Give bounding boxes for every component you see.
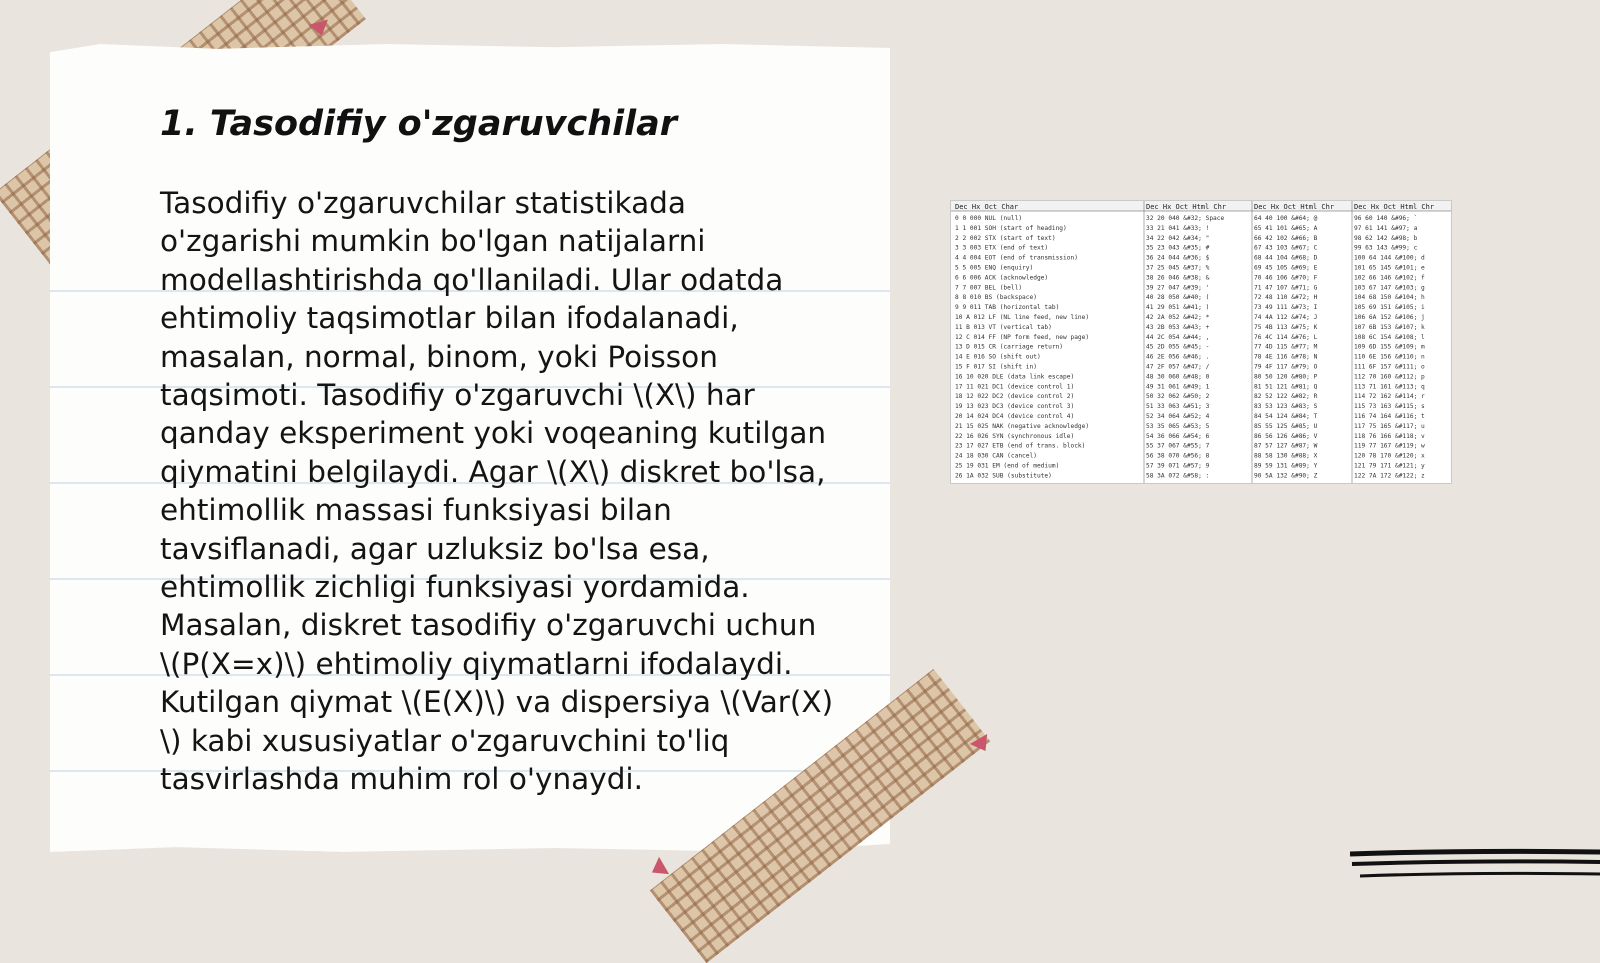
- table-cell: 81 51 121 &#81; Q: [1254, 383, 1318, 391]
- table-cell: 77 4D 115 &#77; M: [1254, 343, 1318, 351]
- table-cell: 103 67 147 &#103; g: [1354, 284, 1425, 292]
- table-cell: 41 29 051 &#41; ): [1146, 304, 1210, 312]
- table-cell: 40 28 050 &#40; (: [1146, 294, 1210, 302]
- table-cell: 73 49 111 &#73; I: [1254, 304, 1318, 312]
- table-cell: 2 2 002 STX (start of text): [955, 234, 1056, 242]
- table-cell: 68 44 104 &#68; D: [1254, 254, 1318, 262]
- table-header-cell: Dec Hx Oct Char: [955, 203, 1019, 211]
- table-cell: 21 15 025 NAK (negative acknowledge): [955, 422, 1090, 430]
- table-cell: 83 53 123 &#83; S: [1254, 403, 1318, 411]
- table-cell: 49 31 061 &#49; 1: [1146, 383, 1210, 391]
- table-cell: 26 1A 032 SUB (substitute): [955, 472, 1052, 480]
- table-cell: 90 5A 132 &#90; Z: [1254, 472, 1318, 480]
- table-cell: 70 46 106 &#70; F: [1254, 274, 1318, 282]
- table-cell: 8 8 010 BS (backspace): [955, 294, 1037, 302]
- table-cell: 22 16 026 SYN (synchronous idle): [955, 432, 1075, 440]
- table-cell: 24 18 030 CAN (cancel): [955, 452, 1037, 460]
- table-header-cell: Dec Hx Oct Html Chr: [1146, 203, 1227, 211]
- table-cell: 6 6 006 ACK (acknowledge): [955, 274, 1049, 282]
- table-cell: 42 2A 052 &#42; *: [1146, 314, 1210, 321]
- table-cell: 85 55 125 &#85; U: [1254, 422, 1318, 430]
- table-cell: 99 63 143 &#99; c: [1354, 244, 1418, 252]
- table-cell: 87 57 127 &#87; W: [1254, 442, 1318, 450]
- table-header-cell: Dec Hx Oct Html Chr: [1254, 203, 1335, 211]
- table-cell: 64 40 100 &#64; @: [1254, 215, 1318, 222]
- table-cell: 7 7 007 BEL (bell): [955, 284, 1023, 292]
- table-cell: 3 3 003 ETX (end of text): [955, 244, 1049, 252]
- table-cell: 15 F 017 SI (shift in): [955, 363, 1037, 371]
- table-cell: 69 45 105 &#69; E: [1254, 264, 1318, 272]
- table-cell: 82 52 122 &#82; R: [1254, 393, 1318, 401]
- table-cell: 89 59 131 &#89; Y: [1254, 462, 1318, 470]
- table-cell: 117 75 165 &#117; u: [1354, 422, 1425, 430]
- table-cell: 105 69 151 &#105; i: [1354, 304, 1425, 312]
- table-cell: 76 4C 114 &#76; L: [1254, 333, 1318, 341]
- table-cell: 35 23 043 &#35; #: [1146, 244, 1210, 252]
- table-cell: 33 21 041 &#33; !: [1146, 224, 1210, 232]
- table-cell: 44 2C 054 &#44; ,: [1146, 333, 1210, 341]
- table-cell: 57 39 071 &#57; 9: [1146, 462, 1210, 470]
- table-cell: 20 14 024 DC4 (device control 4): [955, 413, 1075, 420]
- table-cell: 110 6E 156 &#110; n: [1354, 353, 1425, 361]
- table-cell: 54 36 066 &#54; 6: [1146, 432, 1210, 440]
- table-cell: 88 58 130 &#88; X: [1254, 452, 1318, 460]
- table-cell: 109 6D 155 &#109; m: [1354, 343, 1425, 351]
- table-cell: 122 7A 172 &#122; z: [1354, 472, 1425, 480]
- table-cell: 9 9 011 TAB (horizontal tab): [955, 304, 1060, 312]
- table-cell: 25 19 031 EM (end of medium): [955, 462, 1060, 470]
- table-cell: 51 33 063 &#51; 3: [1146, 403, 1210, 411]
- table-cell: 115 73 163 &#115; s: [1354, 403, 1425, 411]
- brush-lines-icon: [1350, 848, 1600, 888]
- table-cell: 107 6B 153 &#107; k: [1354, 323, 1425, 331]
- table-cell: 39 27 047 &#39; ': [1146, 284, 1210, 292]
- table-cell: 55 37 067 &#55; 7: [1146, 442, 1210, 450]
- table-cell: 23 17 027 ETB (end of trans. block): [955, 442, 1086, 450]
- table-cell: 16 10 020 DLE (data link escape): [955, 373, 1075, 381]
- table-cell: 13 D 015 CR (carriage return): [955, 343, 1064, 351]
- table-cell: 111 6F 157 &#111; o: [1354, 363, 1425, 371]
- table-cell: 116 74 164 &#116; t: [1354, 413, 1425, 420]
- table-cell: 45 2D 055 &#45; -: [1146, 343, 1210, 351]
- slide-title: 1. Tasodifiy o'zgaruvchilar: [160, 104, 677, 144]
- table-cell: 36 24 044 &#36; $: [1146, 254, 1210, 262]
- table-cell: 121 79 171 &#121; y: [1354, 462, 1425, 470]
- table-cell: 98 62 142 &#98; b: [1354, 234, 1418, 242]
- table-cell: 119 77 167 &#119; w: [1354, 442, 1425, 450]
- table-cell: 75 4B 113 &#75; K: [1254, 323, 1318, 331]
- table-cell: 96 60 140 &#96; `: [1354, 215, 1418, 222]
- slide-body-text: Tasodifiy o'zgaruvchilar statistikada o'zgarishi mumkin bo'lgan natijalarni modellashtirishda qo'llaniladi. Ular odatda ehtimoliy taqsimotlar bilan ifodalanadi, masalan, normal, binom, yoki Poisson taqsimoti. Tasodifiy o'zgaruvchi \(X\) har qanday eksperiment yoki voqeaning kutilgan qiymatini belgilaydi. Agar \(X\) diskret bo'lsa, ehtimollik massasi funksiyasi bilan tavsiflanadi, agar uzluksiz bo'lsa esa, ehtimollik zichligi funksiyasi yordamida. Masalan, diskret tasodifiy o'zgaruvchi uchun \(P(X=x)\) ehtimoliy qiymatlarni ifodalaydi. Kutilgan qiymat \(E(X)\) va dispersiya \(Var(X) \) kabi xususiyatlar o'zgaruvchini to'liq tasvirlashda muhim rol o'ynaydi.: [160, 186, 834, 797]
- table-cell: 72 48 110 &#72; H: [1254, 294, 1318, 302]
- table-cell: 112 70 160 &#112; p: [1354, 373, 1425, 381]
- table-cell: 71 47 107 &#71; G: [1254, 284, 1318, 292]
- table-cell: 46 2E 056 &#46; .: [1146, 353, 1210, 361]
- table-cell: 79 4F 117 &#79; O: [1254, 363, 1318, 371]
- table-cell: 48 30 060 &#48; 0: [1146, 373, 1210, 381]
- table-cell: 37 25 045 &#37; %: [1146, 264, 1210, 272]
- table-cell: 11 B 013 VT (vertical tab): [955, 323, 1052, 331]
- table-cell: 47 2F 057 &#47; /: [1146, 363, 1210, 371]
- table-cell: 17 11 021 DC1 (device control 1): [955, 383, 1075, 391]
- table-cell: 18 12 022 DC2 (device control 2): [955, 393, 1075, 401]
- table-cell: 1 1 001 SOH (start of heading): [955, 224, 1067, 232]
- table-cell: 10 A 012 LF (NL line feed, new line): [955, 314, 1090, 321]
- table-cell: 67 43 103 &#67; C: [1254, 244, 1318, 252]
- table-cell: 66 42 102 &#66; B: [1254, 234, 1318, 242]
- table-cell: 118 76 166 &#118; v: [1354, 432, 1425, 440]
- table-cell: 32 20 040 &#32; Space: [1146, 215, 1225, 222]
- table-header-cell: Dec Hx Oct Html Chr: [1354, 203, 1435, 211]
- table-cell: 114 72 162 &#114; r: [1354, 393, 1425, 401]
- table-cell: 86 56 126 &#86; V: [1254, 432, 1318, 440]
- table-cell: 56 38 070 &#56; 8: [1146, 452, 1210, 460]
- table-cell: 58 3A 072 &#58; :: [1146, 472, 1210, 480]
- table-cell: 113 71 161 &#113; q: [1354, 383, 1425, 391]
- table-cell: 101 65 145 &#101; e: [1354, 264, 1425, 272]
- table-cell: 106 6A 152 &#106; j: [1354, 314, 1425, 321]
- table-cell: 0 0 000 NUL (null): [955, 215, 1023, 222]
- ascii-table-image: [950, 200, 1452, 484]
- table-cell: 12 C 014 FF (NP form feed, new page): [955, 333, 1090, 341]
- table-cell: 108 6C 154 &#108; l: [1354, 333, 1425, 341]
- table-cell: 84 54 124 &#84; T: [1254, 413, 1318, 420]
- table-cell: 104 68 150 &#104; h: [1354, 294, 1425, 302]
- table-cell: 14 E 016 SO (shift out): [955, 353, 1041, 361]
- table-cell: 52 34 064 &#52; 4: [1146, 413, 1210, 420]
- table-cell: 97 61 141 &#97; a: [1354, 224, 1418, 232]
- table-cell: 4 4 004 EOT (end of transmission): [955, 254, 1078, 262]
- table-cell: 78 4E 116 &#78; N: [1254, 353, 1318, 361]
- table-cell: 102 66 146 &#102; f: [1354, 274, 1425, 282]
- table-cell: 50 32 062 &#50; 2: [1146, 393, 1210, 401]
- table-cell: 120 78 170 &#120; x: [1354, 452, 1425, 460]
- ascii-table-svg: [951, 201, 1451, 483]
- table-cell: 53 35 065 &#53; 5: [1146, 422, 1210, 430]
- table-cell: 100 64 144 &#100; d: [1354, 254, 1425, 262]
- table-cell: 38 26 046 &#38; &: [1146, 274, 1210, 282]
- table-cell: 80 50 120 &#80; P: [1254, 373, 1318, 381]
- table-cell: 19 13 023 DC3 (device control 3): [955, 403, 1075, 411]
- table-cell: 65 41 101 &#65; A: [1254, 224, 1318, 232]
- table-cell: 34 22 042 &#34; ": [1146, 234, 1210, 242]
- table-cell: 43 2B 053 &#43; +: [1146, 323, 1210, 331]
- table-cell: 5 5 005 ENQ (enquiry): [955, 264, 1034, 272]
- table-cell: 74 4A 112 &#74; J: [1254, 314, 1318, 321]
